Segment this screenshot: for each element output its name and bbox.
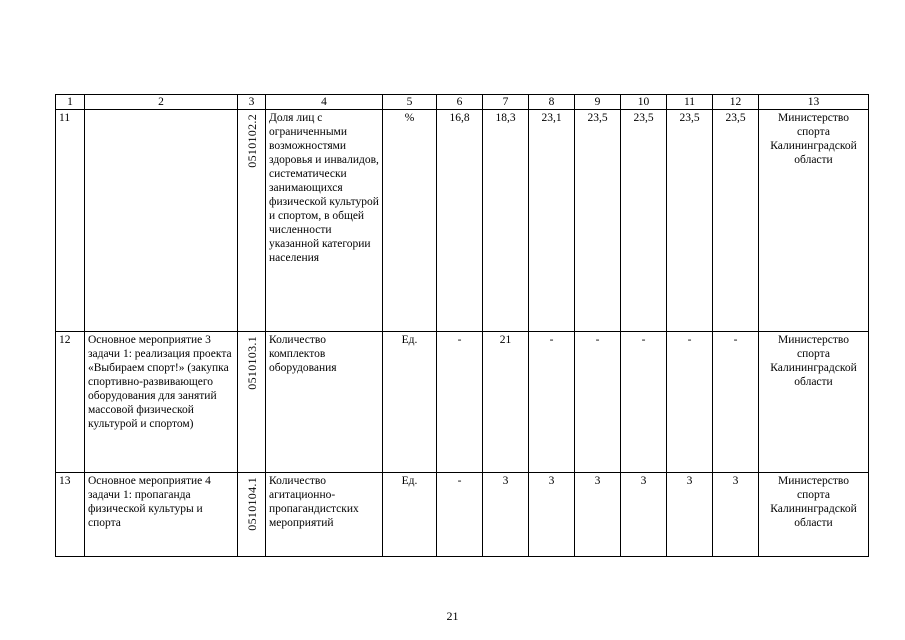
page-number: 21 (446, 609, 459, 623)
header-cell: 12 (713, 95, 759, 110)
table-row (56, 473, 869, 557)
table-row (56, 332, 869, 473)
table-row (56, 110, 869, 332)
header-cell: 5 (383, 95, 437, 110)
header-cell: 6 (437, 95, 483, 110)
code-text: 0510103.1 (244, 336, 259, 390)
value-cell: - (713, 332, 759, 473)
value-cell: 23,5 (575, 110, 621, 332)
indicator-cell: Количество агитационно-пропагандистских мероприятий (266, 473, 383, 557)
header-cell: 4 (266, 95, 383, 110)
indicator-cell: Количество комплектов оборудования (266, 332, 383, 473)
value-cell: 3 (575, 473, 621, 557)
value-cell: - (575, 332, 621, 473)
header-cell: 13 (759, 95, 869, 110)
event-cell: Основное мероприятие 4 задачи 1: пропаганда физической культуры и спорта (85, 473, 238, 557)
value-cell: 3 (713, 473, 759, 557)
indicator-cell: Доля лиц с ограниченными возможностями здоровья и инвалидов, систематически занимающихся физической культурой и спортом, в общей численности указанной категории населения (266, 110, 383, 332)
unit-cell: % (383, 110, 437, 332)
header-cell: 2 (85, 95, 238, 110)
unit-cell: Ед. (383, 473, 437, 557)
header-cell: 3 (238, 95, 266, 110)
value-cell: 3 (667, 473, 713, 557)
header-cell: 8 (529, 95, 575, 110)
row-number: 13 (56, 473, 85, 557)
value-cell: 23,5 (667, 110, 713, 332)
value-cell: - (621, 332, 667, 473)
value-cell: 21 (483, 332, 529, 473)
responsible-cell: Министерство спорта Калининградской области (759, 332, 869, 473)
value-cell: 23,1 (529, 110, 575, 332)
header-row (56, 95, 869, 110)
value-cell: - (667, 332, 713, 473)
value-cell: 23,5 (621, 110, 667, 332)
value-cell: 23,5 (713, 110, 759, 332)
event-cell: Основное мероприятие 3 задачи 1: реализация проекта «Выбираем спорт!» (закупка спортивно-развивающего оборудования для занятий массовой физической культурой и спортом) (85, 332, 238, 473)
code-cell (238, 332, 266, 473)
code-cell (238, 110, 266, 332)
value-cell: - (437, 473, 483, 557)
unit-cell: Ед. (383, 332, 437, 473)
value-cell: - (437, 332, 483, 473)
header-cell: 11 (667, 95, 713, 110)
header-cell: 1 (56, 95, 85, 110)
header-cell: 10 (621, 95, 667, 110)
code-text: 0510102.2 (244, 114, 259, 168)
value-cell: 16,8 (437, 110, 483, 332)
value-cell: - (529, 332, 575, 473)
code-cell (238, 473, 266, 557)
header-cell: 9 (575, 95, 621, 110)
responsible-cell: Министерство спорта Калининградской области (759, 110, 869, 332)
event-cell (85, 110, 238, 332)
responsible-cell: Министерство спорта Калининградской области (759, 473, 869, 557)
value-cell: 18,3 (483, 110, 529, 332)
code-text: 0510104.1 (244, 477, 259, 531)
header-cell: 7 (483, 95, 529, 110)
value-cell: 3 (483, 473, 529, 557)
value-cell: 3 (529, 473, 575, 557)
row-number: 11 (56, 110, 85, 332)
indicators-table (55, 94, 869, 557)
row-number: 12 (56, 332, 85, 473)
value-cell: 3 (621, 473, 667, 557)
